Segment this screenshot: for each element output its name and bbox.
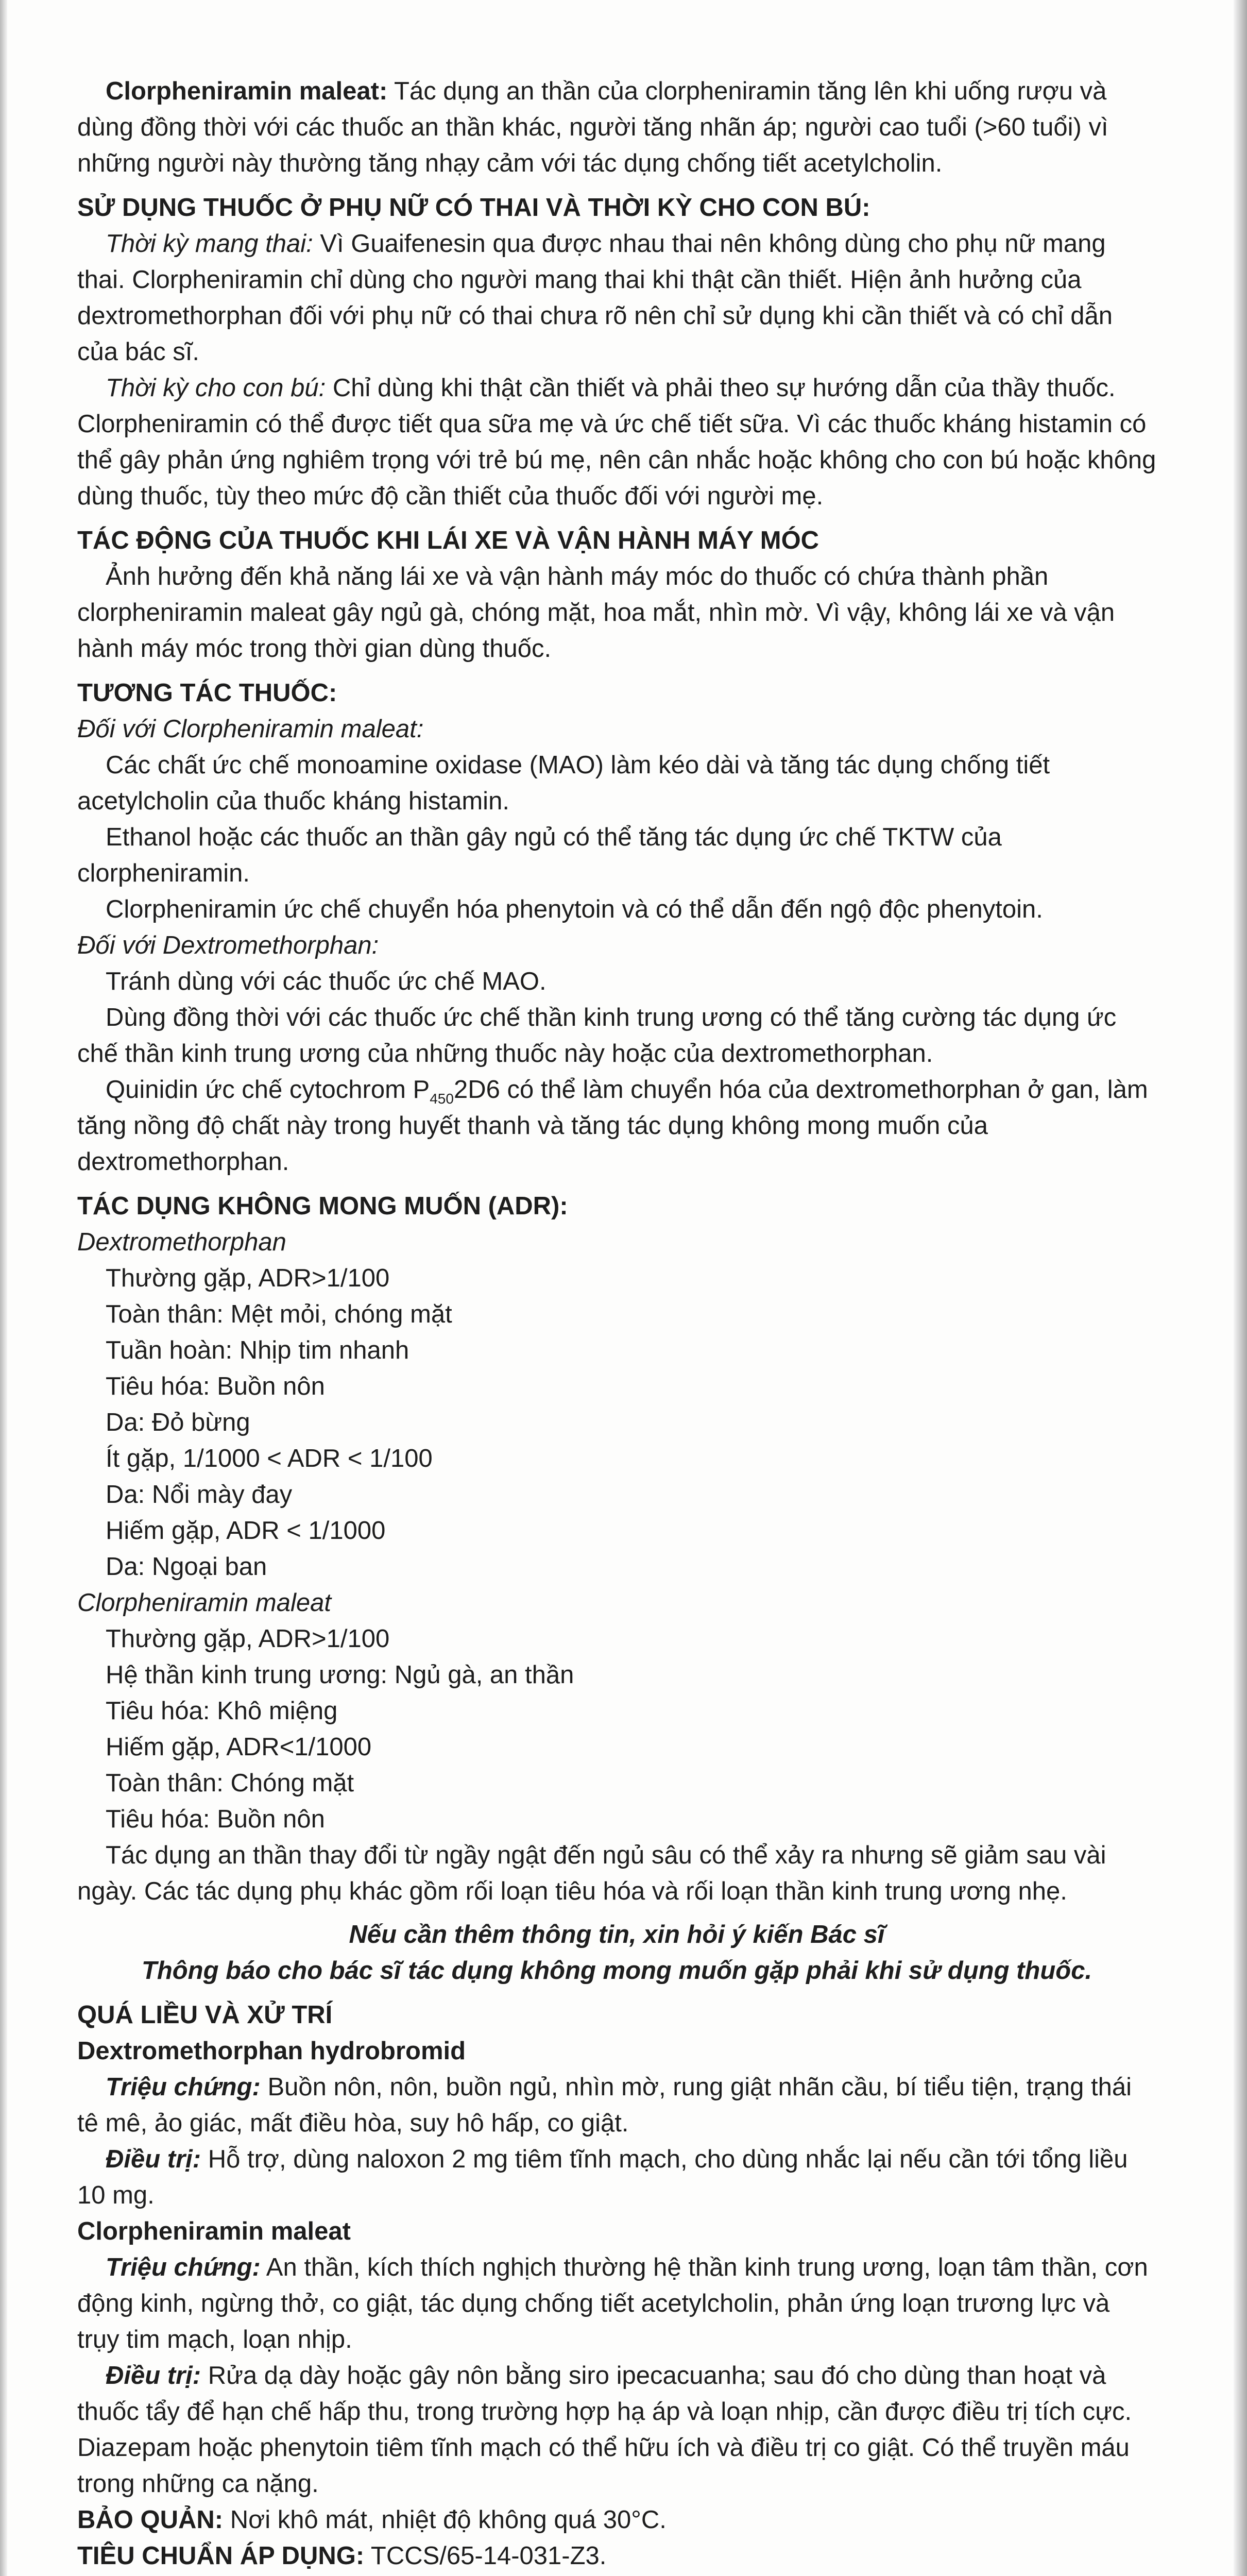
driving-paragraph: Ảnh hưởng đến khả năng lái xe và vận hành máy móc do thuốc có chứa thành phần clorpheniramin maleat gây ngủ gà, chóng mặt, hoa mắt, nhìn mờ. Vì vậy, không lái xe và vận hành máy móc trong thời gian dùng thuốc. [77, 563, 1115, 663]
interaction-item: Tránh dùng với các thuốc ức chế MAO. [106, 968, 546, 995]
adr-note: Tác dụng an thần thay đổi từ ngầy ngật đến ngủ sâu có thể xảy ra nhưng sẽ giảm sau vài ngày. Các tác dụng phụ khác gồm rối loạn tiêu hóa và rối loạn thần kinh trung ương nhẹ. [77, 1841, 1106, 1905]
overdose-clor-treatment: Điều trị: Rửa dạ dày hoặc gây nôn bằng siro ipecacuanha; sau đó cho dùng than hoạt và thuốc tẩy để hạn chế hấp thu, trong trường hợp hạ áp và loạn nhịp, cần được điều trị tích cực. Diazepam hoặc phenytoin tiêm tĩnh mạch có thể hữu ích và điều trị co giật. Có thể truyền máu trong những ca nặng. [77, 2362, 1132, 2498]
adr-line: Hiếm gặp, ADR<1/1000 [106, 1733, 372, 1761]
interactions-heading: TƯƠNG TÁC THUỐC: [77, 679, 337, 707]
paper-edge-right [1234, 0, 1247, 2576]
adr-line: Da: Ngoại ban [106, 1553, 267, 1581]
interaction-item: Clorpheniramin ức chế chuyển hóa phenytoin và có thể dẫn đến ngộ độc phenytoin. [106, 895, 1043, 923]
adr-line: Toàn thân: Chóng mặt [106, 1769, 354, 1797]
overdose-dextromethorphan-heading: Dextromethorphan hydrobromid [77, 2037, 466, 2065]
pregnancy-heading: SỬ DỤNG THUỐC Ở PHỤ NỮ CÓ THAI VÀ THỜI KỲ CHO CON BÚ: [77, 194, 870, 222]
leaflet-content [77, 73, 1156, 2576]
adr-line: Thường gặp, ADR>1/100 [106, 1625, 390, 1653]
adr-line: Hệ thần kinh trung ương: Ngủ gà, an thần [106, 1661, 574, 1689]
adr-line: Tuần hoàn: Nhịp tim nhanh [106, 1336, 409, 1364]
adr-heading: TÁC DỤNG KHÔNG MONG MUỐN (ADR): [77, 1192, 568, 1220]
driving-heading: TÁC ĐỘNG CỦA THUỐC KHI LÁI XE VÀ VẬN HÀNH MÁY MÓC [77, 527, 819, 554]
standard-line: TIÊU CHUẨN ÁP DỤNG: TCCS/65-14-031-Z3. [77, 2542, 607, 2570]
interaction-item: Quinidin ức chế cytochrom $P_{450}2D6$ có thể làm chuyển hóa của dextromethorphan ở gan, làm tăng nồng độ chất này trong huyết thanh và tăng tác dụng không mong muốn của dextromethorphan. [77, 1076, 1148, 1176]
adr-dextromethorphan-label: Dextromethorphan [77, 1228, 286, 1256]
adr-line: Tiêu hóa: Khô miệng [106, 1697, 338, 1725]
report-adr-notice: Thông báo cho bác sĩ tác dụng không mong muốn gặp phải khi sử dụng thuốc. [141, 1957, 1092, 1985]
adr-line: Ít gặp, 1/1000 < ADR < 1/100 [106, 1445, 433, 1472]
adr-line: Tiêu hóa: Buồn nôn [106, 1805, 325, 1833]
adr-line: Thường gặp, ADR>1/100 [106, 1264, 390, 1292]
adr-line: Tiêu hóa: Buồn nôn [106, 1372, 325, 1400]
overdose-clorpheniramin-heading: Clorpheniramin maleat [77, 2217, 351, 2245]
interactions-clorpheniramin-subheading: Đối với Clorpheniramin maleat: [77, 715, 424, 743]
expiry-line [77, 2574, 1156, 2576]
consult-doctor-notice: Nếu cần thêm thông tin, xin hỏi ý kiến Bác sĩ [349, 1921, 885, 1948]
overdose-clor-symptoms: Triệu chứng: An thần, kích thích nghịch thường hệ thần kinh trung ương, loạn tâm thần, cơn động kinh, ngừng thở, co giật, tác dụng chống tiết acetylcholin, phản ứng loạn trương lực và trụy tim mạch, loạn nhịp. [77, 2253, 1148, 2353]
overdose-dex-treatment: Điều trị: Hỗ trợ, dùng naloxon 2 mg tiêm tĩnh mạch, cho dùng nhắc lại nếu cần tới tổng liều 10 mg. [77, 2145, 1128, 2209]
adr-line: Da: Đỏ bừng [106, 1409, 250, 1436]
overdose-heading: QUÁ LIỀU VÀ XỬ TRÍ [77, 2001, 333, 2029]
interaction-item: Ethanol hoặc các thuốc an thần gây ngủ có thể tăng tác dụng ức chế TKTW của clorpheniramin. [77, 823, 1002, 887]
clorpheniramin-caution: Clorpheniramin maleat: Tác dụng an thần của clorpheniramin tăng lên khi uống rượu và dùng đồng thời với các thuốc an thần khác, người tăng nhãn áp; người cao tuổi (>60 tuổi) vì những người này thường tăng nhạy cảm với tác dụng chống tiết acetylcholin. [77, 77, 1108, 177]
storage-line: BẢO QUẢN: Nơi khô mát, nhiệt độ không quá 30°C. [77, 2506, 667, 2534]
overdose-dex-symptoms: Triệu chứng: Buồn nôn, nôn, buồn ngủ, nhìn mờ, rung giật nhãn cầu, bí tiểu tiện, trạng thái tê mê, ảo giác, mất điều hòa, suy hô hấp, co giật. [77, 2073, 1132, 2137]
interaction-item: Dùng đồng thời với các thuốc ức chế thần kinh trung ương có thể tăng cường tác dụng ức chế thần kinh trung ương của những thuốc này hoặc của dextromethorphan. [77, 1004, 1117, 1067]
interaction-item: Các chất ức chế monoamine oxidase (MAO) làm kéo dài và tăng tác dụng chống tiết acetylcholin của thuốc kháng histamin. [77, 751, 1050, 815]
interactions-dextromethorphan-subheading: Đối với Dextromethorphan: [77, 931, 379, 959]
adr-clorpheniramin-label: Clorpheniramin maleat [77, 1589, 331, 1617]
adr-line: Toàn thân: Mệt mỏi, chóng mặt [106, 1300, 452, 1328]
paper-edge-left [0, 0, 7, 2576]
pregnancy-paragraph: Thời kỳ mang thai: Vì Guaifenesin qua được nhau thai nên không dùng cho phụ nữ mang thai. Clorpheniramin chỉ dùng cho người mang thai khi thật cần thiết. Hiện ảnh hưởng của dextromethorphan đối với phụ nữ có thai chưa rõ nên chỉ sử dụng khi cần thiết và có chỉ dẫn của bác sĩ. [77, 230, 1113, 366]
adr-line: Hiếm gặp, ADR < 1/1000 [106, 1517, 386, 1545]
breastfeeding-paragraph: Thời kỳ cho con bú: Chỉ dùng khi thật cần thiết và phải theo sự hướng dẫn của thầy thuốc. Clorpheniramin có thể được tiết qua sữa mẹ và ức chế tiết sữa. Vì các thuốc kháng histamin có thể gây phản ứng nghiêm trọng với trẻ bú mẹ, nên cân nhắc hoặc không cho con bú hoặc không dùng thuốc, tùy theo mức độ cần thiết của thuốc đối với người mẹ. [77, 374, 1156, 510]
adr-line: Da: Nổi mày đay [106, 1481, 293, 1509]
